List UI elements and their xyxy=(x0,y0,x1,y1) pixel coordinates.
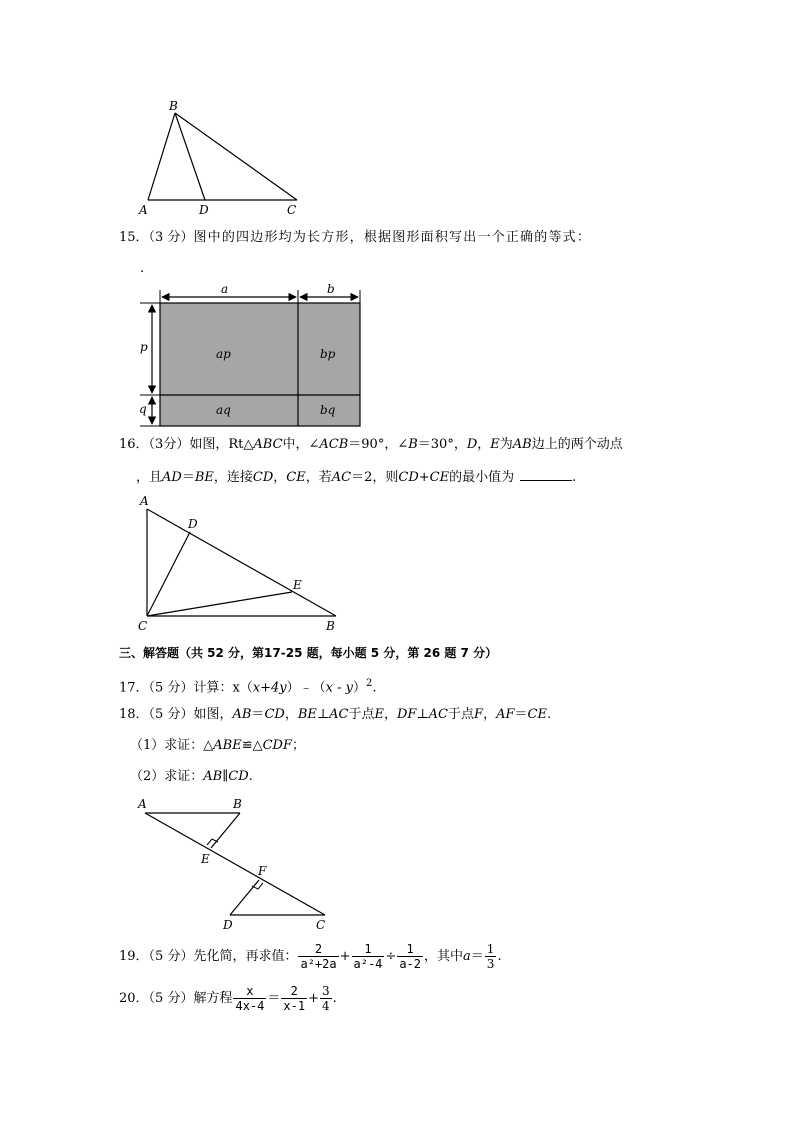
q18-part-text: ≌△ xyxy=(241,738,263,753)
fraction xyxy=(320,984,332,1013)
q15-number: 15． xyxy=(119,230,149,245)
fraction-numerator: 2 xyxy=(290,984,298,998)
q16-text: ＝90°，∠ xyxy=(348,437,409,452)
q19-var: a xyxy=(463,949,471,964)
fig16-label-e: E xyxy=(293,578,302,592)
q16-text: ＝ xyxy=(181,470,195,485)
operator: + xyxy=(308,991,319,1006)
q18-text: ⊥ xyxy=(316,707,330,722)
q15-answer-tail: . xyxy=(140,261,145,276)
q18-text: ， xyxy=(383,707,397,722)
q18-var: DF xyxy=(396,707,417,722)
q16-var: BE xyxy=(194,470,214,485)
fraction-denominator: a-2 xyxy=(399,957,421,971)
fig14-label-d: D xyxy=(199,203,209,217)
q17-number: 17． xyxy=(119,680,149,696)
q18-var: ABE xyxy=(213,738,242,753)
q18-var: CDF xyxy=(262,738,292,753)
fig15-label-a: a xyxy=(221,282,229,296)
fraction xyxy=(352,942,385,971)
q18-score: （5 分） xyxy=(148,707,194,722)
q17-text: ）﹣（ xyxy=(286,680,326,696)
q18-text: . xyxy=(546,707,552,722)
fig16-label-d: D xyxy=(188,517,198,531)
q19-number: 19． xyxy=(119,949,149,964)
q17-exponent: 2 xyxy=(366,678,373,689)
q18-var: E xyxy=(374,707,384,722)
fraction-denominator: 3 xyxy=(486,957,495,971)
fig16-label-c: C xyxy=(138,619,148,633)
fraction-numerator: 2 xyxy=(314,942,323,956)
q18-text: ， xyxy=(483,707,497,722)
q16-var: AB xyxy=(512,437,532,452)
q16-var: ACB xyxy=(319,437,349,452)
fraction-numerator: 1 xyxy=(486,942,495,956)
q15-score: （3 分） xyxy=(148,230,194,245)
q16-var: CE xyxy=(286,470,306,485)
q18-var: CD xyxy=(228,769,249,784)
q16-var: AC xyxy=(331,470,352,485)
fig18-label-d: D xyxy=(223,918,233,932)
fraction-numerator: 1 xyxy=(406,942,414,956)
q18-part-text: （1）求证：△ xyxy=(130,738,214,753)
operator: ＝ xyxy=(267,991,281,1006)
q18-var: AB xyxy=(232,707,252,722)
fraction-denominator: a²+2a xyxy=(300,957,337,971)
q16-text: ，且 xyxy=(136,470,163,485)
fig14-label-c: C xyxy=(287,203,297,217)
q18-number: 18． xyxy=(119,707,149,722)
q18-part-text: . xyxy=(248,769,253,784)
fig15-cell-ap: ap xyxy=(216,347,231,361)
q16-text: 为 xyxy=(499,437,513,452)
q17-var: x - y xyxy=(325,680,353,696)
q17-text: 计算：x（ xyxy=(193,680,253,696)
q16-var: B xyxy=(408,437,418,452)
q18-var: CE xyxy=(527,707,547,722)
q16-text: 边上的两个动点 xyxy=(531,437,623,452)
q18-var: AB xyxy=(203,769,223,784)
q18-text: ＝ xyxy=(514,707,528,722)
q17-text: ） xyxy=(353,680,367,696)
q20-text: 解方程 xyxy=(193,991,233,1006)
q16-var: CD xyxy=(252,470,274,485)
fraction xyxy=(281,984,307,1013)
q20-number: 20． xyxy=(119,991,149,1006)
q16-text: 的最小值为 xyxy=(449,470,515,485)
q18-text: 如图， xyxy=(193,707,233,722)
q16-var: E xyxy=(490,437,500,452)
fraction xyxy=(397,942,423,971)
q18-part-text: ∥ xyxy=(222,769,229,784)
q18-var: AC xyxy=(329,707,349,722)
q18-text: ， xyxy=(284,707,298,722)
q18-part-text: （2）求证： xyxy=(130,769,204,784)
fraction-denominator: a²-4 xyxy=(353,957,383,971)
fig18-label-a: A xyxy=(138,797,147,811)
q18-part-text: ； xyxy=(292,738,306,753)
fraction-denominator: 4x-4 xyxy=(235,999,265,1013)
fig14-label-a: A xyxy=(139,203,148,217)
q20-score: （5 分） xyxy=(148,991,194,1006)
fig15-cell-aq: aq xyxy=(216,403,231,417)
q16-text: ， xyxy=(273,470,287,485)
fig15-cell-bp: bp xyxy=(320,347,336,361)
fig15-label-p: p xyxy=(140,340,148,354)
fig15-label-q: q xyxy=(139,402,147,416)
q15-text: 图中的四边形均为长方形，根据图形面积写出一个正确的等式： xyxy=(193,230,592,245)
fig18-label-b: B xyxy=(233,797,242,811)
q16-text: ，若 xyxy=(305,470,332,485)
question-19 xyxy=(119,942,502,972)
operator: + xyxy=(339,949,351,964)
q18-text: 于点 xyxy=(348,707,375,722)
fraction-denominator: 4 xyxy=(321,999,330,1013)
q18-text: 于点 xyxy=(448,707,475,722)
q19-score: （5 分） xyxy=(148,949,194,964)
q16-var: D xyxy=(466,437,478,452)
fraction xyxy=(233,984,266,1013)
q19-text: 先化简，再求值： xyxy=(193,949,298,964)
q16-text: ＝2，则 xyxy=(351,470,399,485)
fig15-label-b: b xyxy=(327,282,335,296)
q16-score: （3分） xyxy=(148,437,190,452)
fig16-label-a: A xyxy=(140,494,149,508)
question-20 xyxy=(119,984,337,1014)
q18-text: ⊥ xyxy=(416,707,429,722)
q19-text: . xyxy=(497,949,502,964)
fig15-cell-bq: bq xyxy=(320,403,336,417)
fig16-label-b: B xyxy=(326,619,335,633)
q17-var: x+4y xyxy=(252,680,287,696)
q16-var: AD xyxy=(162,470,182,485)
q18-var: AF xyxy=(496,707,515,722)
q16-text: ，连接 xyxy=(213,470,253,485)
q16-text: 中，∠ xyxy=(282,437,320,452)
q19-text: ，其中 xyxy=(424,949,464,964)
q16-number: 16． xyxy=(119,437,149,452)
q18-text: ＝ xyxy=(251,707,265,722)
q16-var: CD+CE xyxy=(398,470,450,485)
operator: ÷ xyxy=(385,949,397,964)
fraction xyxy=(485,942,497,971)
q16-text: . xyxy=(572,470,577,485)
q17-text: . xyxy=(372,680,377,696)
fig18-label-f: F xyxy=(258,864,267,878)
q20-text: . xyxy=(332,991,337,1006)
q16-text: ， xyxy=(477,437,491,452)
fig18-label-e: E xyxy=(201,852,210,866)
fraction xyxy=(298,942,338,971)
operator: ＝ xyxy=(470,949,484,964)
q18-var: BE xyxy=(297,707,317,722)
q16-text: 如图，Rt△ xyxy=(189,437,254,452)
q17-score: （5 分） xyxy=(148,680,194,696)
q16-var: ABC xyxy=(253,437,283,452)
fraction-numerator: 3 xyxy=(321,984,330,998)
section-3-heading: 三、解答题（共 52 分，第17-25 题，每小题 5 分，第 26 题 7 分） xyxy=(119,646,498,660)
q16-text: ＝30°， xyxy=(417,437,467,452)
q18-var: AC xyxy=(428,707,449,722)
fraction-numerator: 1 xyxy=(364,942,372,956)
fraction-denominator: x-1 xyxy=(283,999,306,1013)
q18-var: CD xyxy=(264,707,285,722)
fig14-label-b: B xyxy=(169,99,178,113)
q18-var: F xyxy=(474,707,484,722)
fig18-label-c: C xyxy=(316,918,326,932)
fraction-numerator: x xyxy=(246,984,254,998)
